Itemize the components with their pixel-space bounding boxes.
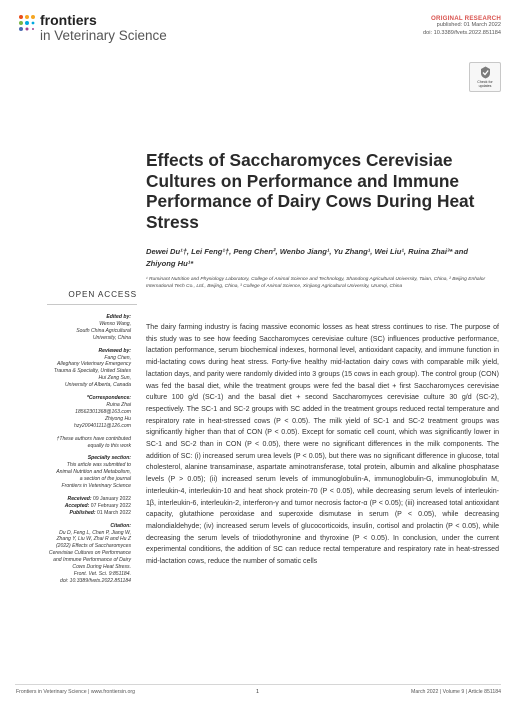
sidebar-divider bbox=[47, 304, 137, 305]
article-info-sidebar bbox=[15, 308, 131, 585]
check-for-updates-badge[interactable] bbox=[469, 62, 501, 92]
correspondence-heading: *Correspondence: bbox=[86, 395, 131, 402]
editor-line: University, China bbox=[92, 334, 131, 341]
published-label: Published: bbox=[69, 509, 96, 516]
citation-line: Du D, Feng L, Chen P, Jiang W, bbox=[59, 529, 131, 536]
accepted-date bbox=[15, 503, 131, 510]
brand-name: frontiers bbox=[40, 12, 97, 28]
frontiers-logo-icon[interactable] bbox=[18, 14, 38, 34]
reviewed-by-section bbox=[15, 348, 131, 389]
check-updates-icon bbox=[480, 66, 491, 79]
reviewed-by-heading: Reviewed by: bbox=[98, 347, 131, 354]
article-type: ORIGINAL RESEARCH bbox=[431, 15, 501, 22]
published-value: 01 March 2022 bbox=[95, 509, 131, 516]
accepted-label: Accepted: bbox=[64, 502, 90, 509]
equal-contribution-note bbox=[15, 436, 131, 450]
reviewer-line: University of Alberta, Canada bbox=[64, 382, 131, 389]
citation-heading: Citation: bbox=[110, 522, 131, 529]
editor-line: Wenxo Wang, bbox=[99, 320, 131, 327]
reviewer-line: Alleghany Veterinary Emergency bbox=[57, 361, 131, 368]
specialty-line: Frontiers in Veterinary Science bbox=[61, 483, 131, 490]
accepted-value: 07 February 2022 bbox=[89, 502, 131, 509]
specialty-heading: Specialty section: bbox=[87, 455, 131, 462]
note-line: †These authors have contributed bbox=[56, 435, 131, 442]
specialty-line: Animal Nutrition and Metabolism, bbox=[56, 469, 131, 476]
reviewer-line: Trauma & Specialty, United States bbox=[53, 368, 131, 375]
check-updates-line-2: updates bbox=[478, 84, 492, 88]
edited-by-section bbox=[15, 314, 131, 342]
citation-line: and Immune Performance of Dairy bbox=[53, 557, 131, 564]
correspondent-email-link[interactable]: 18562301368@163.com bbox=[75, 408, 131, 415]
received-date bbox=[15, 496, 131, 503]
citation-line: (2022) Effects of Saccharomyces bbox=[55, 543, 131, 550]
citation-line: Zhang Y, Liu W, Zhai R and Hu Z bbox=[56, 536, 131, 543]
correspondent-email-link[interactable]: hzy200401111@126.com bbox=[74, 422, 131, 429]
edited-by-heading: Edited by: bbox=[106, 314, 131, 320]
affiliations: ¹ Ruminant Nutrition and Physiology Laboratory, College of Animal Science and Technology, Shandong Agricultural University, Taian, China, ² Beijing Enhalor International Tech Co., Ltd., Beijing, China, ³ College of Animal Science, Xinjiang Agricultural University, Urumqi, China bbox=[146, 277, 486, 289]
footer-journal-link[interactable]: Frontiers in Veterinary Science | www.frontiersin.org bbox=[16, 689, 135, 695]
correspondence-section bbox=[15, 395, 131, 430]
open-access-label: OPEN ACCESS bbox=[68, 290, 137, 299]
article-meta bbox=[423, 15, 501, 37]
received-label: Received: bbox=[67, 495, 92, 502]
citation-line: Cerevisiae Cultures on Performance bbox=[48, 550, 131, 557]
specialty-line: a section of the journal bbox=[79, 476, 131, 483]
abstract-text: The dairy farming industry is facing massive economic losses as heat stress continues to rise. The purpose of this study was to see how feeding Saccharomyces cerevisiae culture (SC) influences productive performance, lactation performance, serum biochemical indexes, hormonal level, antioxidant capacity, and immune function in mid-lactating cows during heat stress. Forty-five healthy mid-lactation dairy cows with comparable milk yield, lactation days, and parity were randomly divided into 3 groups (15 cows in each group). The control group (CON) was fed the basal diet, while the treatment groups were fed the basal diet + first Saccharomyces cerevisiae culture 100 g/d (SC-1) and the basal diet + second Saccharomyces cerevisiae culture 30 g/d (SC-2), respectively. The SC-1 and SC-2 groups with SC added in the treatment groups reduced rectal temperature and respiratory rate in heat-stressed cows (P < 0.05). The milk yield of SC-1 and SC-2 treatment groups was significantly higher than that of CON (P < 0.05). Except for somatic cell count, which was significantly lower in SC-1 and SC-2 than in CON (P < 0.05), there were no significant differences in the milk components. The addition of SC: (i) increased serum urea levels (P < 0.05), but there was no significant difference in glucose, total cholesterol, alanine transaminase, aspartate aminotransferase, total protein, albumin and alkaline phosphatase levels (P > 0.05); (ii) increased serum levels of immunoglobulin-A, immunoglobulin-G, immunoglobulin M, interleukin-4, interleukin-10 and heat shock protein-70 (P < 0.05), while decreasing serum levels of interleukin-1β, interleukin-6, interleukin-2, interferon-γ and tumor necrosis factor-α (P < 0.05); (iii) increased total antioxidant capacity, glutathione peroxidase and superoxide dismutase in serum (P < 0.05), while decreasing malondialdehyde; (iv) increased serum levels of glucocorticoids, insulin, cortisol and prolactin (P < 0.05), while decreasing the serum levels of triiodothyronine and thyroxine (P < 0.05). In conclusion, under the current experimental conditions, the addition of SC can reduce rectal temperature and respiratory rate in heat-stressed mid-lactation cows, reduce the number of somatic cells bbox=[146, 324, 499, 566]
citation-line: Front. Vet. Sci. 9:851184. bbox=[73, 571, 131, 577]
reviewer-line: Fang Chen, bbox=[104, 354, 131, 361]
citation-line: Cows During Heat Stress. bbox=[72, 564, 131, 571]
note-line: equally to this work bbox=[87, 442, 131, 449]
correspondent-name: Ruina Zhai bbox=[106, 401, 131, 408]
published-date-sidebar bbox=[15, 510, 131, 517]
check-updates-line-1: Check for bbox=[477, 80, 493, 84]
specialty-line: This article was submitted to bbox=[66, 462, 131, 469]
journal-name: in Veterinary Science bbox=[40, 28, 167, 43]
doi-link[interactable]: doi: 10.3389/fvets.2022.851184 bbox=[423, 29, 501, 36]
correspondent-name: Zhiyong Hu bbox=[104, 415, 131, 422]
citation-section bbox=[15, 523, 131, 585]
page-number: 1 bbox=[256, 689, 259, 695]
received-value: 09 January 2022 bbox=[91, 495, 131, 502]
article-title: Effects of Saccharomyces Cerevisiae Cultures on Performance and Immune Performance of Dairy Cows During Heat Stress bbox=[146, 150, 475, 232]
editor-line: South China Agricultural bbox=[76, 327, 131, 334]
author-list: Dewei Du¹†, Lei Feng¹†, Peng Chen², Wenbo Jiang¹, Yu Zhang¹, Wei Liu¹, Ruina Zhai³* and Zhiyong Hu¹* bbox=[146, 247, 469, 268]
citation-doi-link[interactable]: doi: 10.3389/fvets.2022.851184 bbox=[60, 577, 131, 584]
journal-logo[interactable] bbox=[40, 13, 167, 43]
footer-issue-info: March 2022 | Volume 9 | Article 851184 bbox=[411, 689, 501, 695]
dates-section bbox=[15, 496, 131, 517]
footer-divider bbox=[15, 684, 501, 685]
published-date: published: 01 March 2022 bbox=[436, 22, 501, 29]
specialty-section bbox=[15, 455, 131, 490]
reviewer-line: Hui Zeng Sun, bbox=[98, 375, 131, 382]
